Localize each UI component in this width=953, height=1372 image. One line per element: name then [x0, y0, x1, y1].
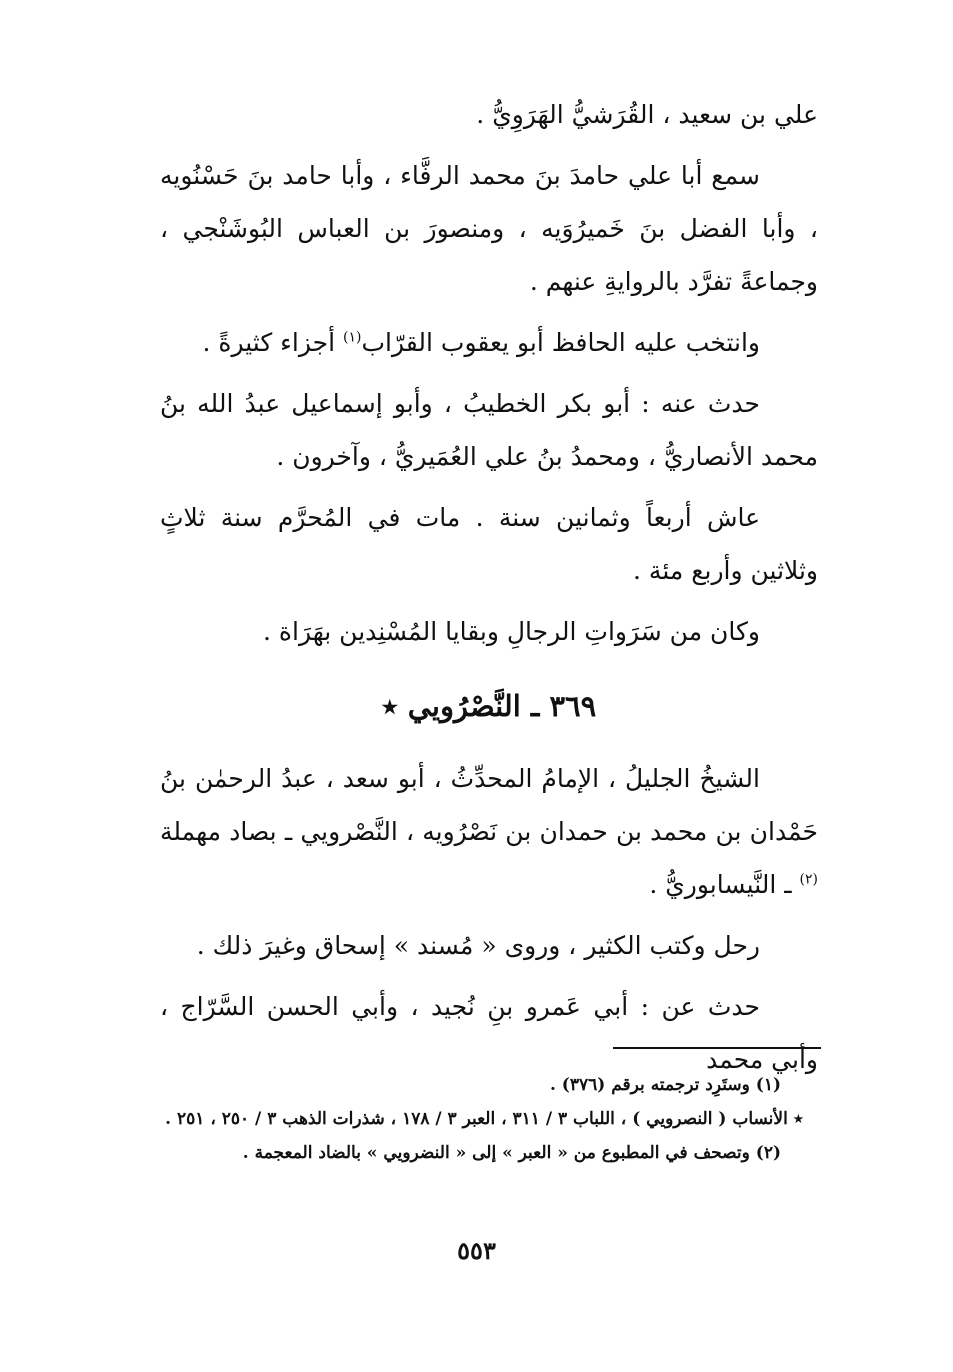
paragraph-1: علي بن سعيد ، القُرَشيُّ الهَرَوِيُّ .: [476, 100, 818, 129]
paragraph-9: حدث عن : أبي عَمرو بنِ نُجيد ، وأبي الحسن السَّرّاج ، وأبي محمد: [160, 992, 818, 1074]
paragraph-3: [160, 316, 818, 369]
entry-heading: ٣٦٩ ـ النَّصْرُويي ٭: [381, 689, 597, 723]
paragraph-7: [160, 752, 818, 911]
paragraph-2: سمع أبا علي حامدَ بنَ محمد الرفَّاء ، وأبا حامد بنَ حَسْنُويه ، وأبا الفضل بنَ خَميرُوَيه ، ومنصورَ بن العباس البُوشَنْجي ، وجماعةً تفرَّد بالروايةِ عنهم .: [160, 161, 818, 296]
paragraph-8: رحل وكتب الكثير ، وروى « مُسند » إسحاق وغيرَ ذلك .: [196, 931, 760, 960]
paragraph-3-text: وانتخب عليه الحافظ أبو يعقوب القرّاب: [361, 328, 760, 357]
footnote-star: ٭ الأنساب ( النصرويي ) ، اللباب ٣ / ٣١١ ، العبر ٣ / ١٧٨ ، شذرات الذهب ٣ / ٢٥٠ ، ٢٥١ .: [165, 1109, 803, 1129]
footnote-divider: [613, 1047, 821, 1049]
footnote-ref-2: (٢): [799, 871, 818, 888]
paragraph-3-text-end: أجزاء كثيرةً .: [202, 328, 344, 357]
paragraph-6: وكان من سَرَواتِ الرجالِ وبقايا المُسْنِدين بهَرَاة .: [263, 617, 760, 646]
paragraph-7-text-end: ـ النَّيسابوريُّ .: [649, 870, 800, 899]
paragraph-7-text: الشيخُ الجليلُ ، الإمامُ المحدِّثُ ، أبو سعد ، عبدُ الرحمٰن بنُ حَمْدان بن محمد بن حمدان بن نَصْرُويه ، النَّصْرويي ـ بصاد مهملة: [160, 764, 818, 846]
paragraph-5: عاش أربعاً وثمانين سنة . مات في المُحرَّم سنة ثلاثٍ وثلاثين وأربع مئة .: [160, 503, 818, 585]
footnote-1: (١) وستَرِد ترجمته برقم (٣٧٦) .: [549, 1075, 781, 1095]
footnote-2: (٢) وتصحف في المطبوع من « العبر » إلى « النضرويي » بالضاد المعجمة .: [242, 1143, 781, 1163]
page-number: ٥٥٣: [457, 1236, 496, 1265]
paragraph-4: حدث عنه : أبو بكر الخطيبُ ، وأبو إسماعيل عبدُ الله بنُ محمد الأنصاريُّ ، ومحمدُ بنُ علي العُمَيريُّ ، وآخرون .: [160, 389, 818, 471]
main-text: [160, 88, 818, 1094]
footnote-ref-1: (١): [343, 329, 362, 346]
footnotes: [160, 1068, 803, 1170]
